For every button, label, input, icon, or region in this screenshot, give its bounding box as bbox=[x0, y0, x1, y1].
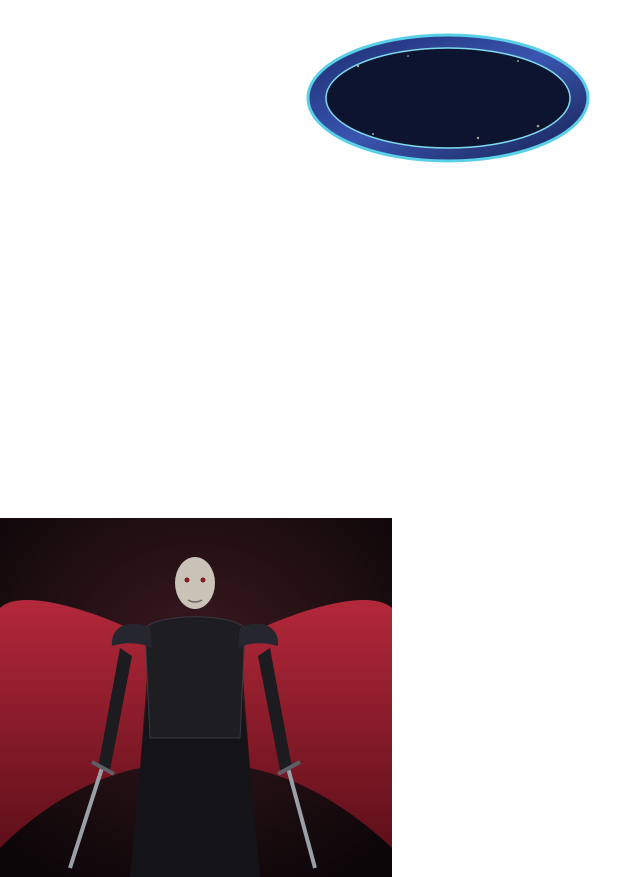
head bbox=[175, 557, 215, 609]
the-cauldron-logo bbox=[278, 26, 616, 166]
armor-torso bbox=[145, 617, 245, 738]
grave-pike-illustration bbox=[0, 518, 392, 877]
